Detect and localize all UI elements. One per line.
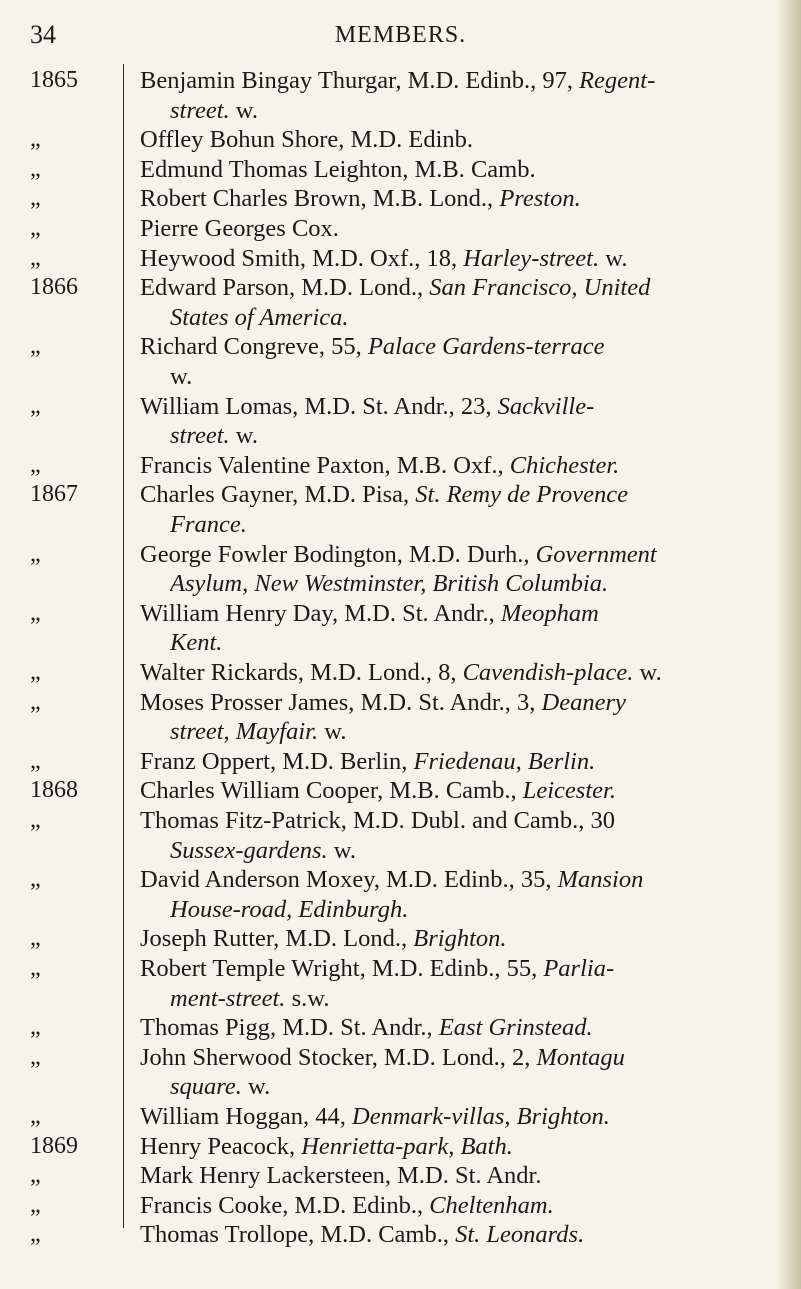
member-entry-line [0, 774, 801, 807]
member-details [140, 656, 780, 689]
member-entry-line [0, 478, 801, 511]
member-entry-line [0, 242, 801, 275]
election-year: „ [30, 185, 41, 212]
member-details [140, 597, 780, 630]
member-text: Charles Gayner, M.D. Pisa, [140, 481, 416, 509]
address-italic: Denmark-villas, Brighton. [352, 1103, 610, 1130]
address-italic: square. [170, 1073, 242, 1101]
address-italic: Cavendish-place. [462, 659, 634, 686]
member-details [170, 360, 780, 393]
member-text: Benjamin Bingay Thurgar, M.D. Edinb., 97, [140, 67, 580, 94]
address-italic: San Francisco, United [429, 274, 651, 302]
member-details [170, 715, 780, 748]
election-year: „ [30, 599, 41, 626]
member-details [140, 1041, 780, 1074]
running-head: MEMBERS. [334, 22, 467, 48]
member-text: Edward Parson, M.D. Lond., [140, 274, 430, 302]
member-entry-line [0, 153, 801, 186]
election-year: „ [30, 955, 41, 981]
address-italic: Henrietta-park, Bath. [301, 1132, 513, 1160]
member-details [140, 1159, 780, 1192]
address-italic: France. [170, 511, 247, 538]
entry-continuation-line [0, 982, 801, 1015]
member-entry-line [0, 182, 801, 215]
election-year: „ [30, 1043, 41, 1070]
election-year: 1869 [30, 1132, 78, 1159]
member-entry-line [0, 271, 801, 304]
member-text: Thomas Fitz-Patrick, M.D. Dubl. and Camb., 30 [140, 807, 615, 834]
member-text: William Lomas, M.D. St. Andr., 23, [140, 392, 498, 420]
address-italic: Deanery [541, 688, 626, 716]
address-italic: Preston. [499, 185, 581, 213]
member-text: s.w. [285, 984, 330, 1012]
address-italic: Brighton. [413, 925, 507, 953]
member-details [140, 330, 780, 363]
member-text: w. [229, 96, 259, 124]
member-details [140, 1100, 780, 1133]
member-text: w. [318, 718, 347, 746]
member-text: David Anderson Moxey, M.D. Edinb., 35, [140, 866, 558, 894]
election-year: „ [30, 866, 41, 893]
page-number: 34 [30, 20, 56, 49]
member-entry-line [0, 1130, 801, 1163]
member-details [170, 419, 780, 452]
address-italic: Leicester. [522, 777, 616, 805]
address-italic: St. Leonards. [455, 1221, 585, 1249]
member-text: Francis Cooke, M.D. Edinb., [140, 1191, 430, 1219]
member-details [140, 390, 780, 423]
member-entry-line [0, 863, 801, 896]
member-text: Henry Peacock, [140, 1132, 302, 1160]
member-text: Robert Charles Brown, M.B. Lond., [140, 185, 500, 213]
address-italic: Regent- [579, 67, 656, 94]
member-details [170, 94, 780, 127]
election-year: „ [30, 688, 41, 715]
member-details [170, 301, 780, 334]
address-italic: ment-street. [170, 984, 286, 1012]
member-entry-line [0, 123, 801, 156]
member-text: w. [229, 422, 259, 450]
address-italic: Cheltenham. [429, 1191, 554, 1219]
member-text: Robert Temple Wright, M.D. Edinb., 55, [140, 955, 544, 982]
election-year: „ [30, 126, 41, 153]
member-details [140, 1189, 780, 1222]
member-text: w. [633, 659, 662, 686]
member-text: Edmund Thomas Leighton, M.B. Camb. [140, 155, 536, 183]
entry-continuation-line [0, 626, 801, 659]
election-year: „ [30, 659, 41, 685]
address-italic: street. [170, 96, 230, 124]
member-details [170, 626, 780, 659]
member-entry-line [0, 804, 801, 837]
election-year: „ [30, 155, 41, 182]
entry-continuation-line [0, 508, 801, 541]
member-details [140, 1130, 780, 1163]
member-details [170, 834, 780, 867]
address-italic: States of America. [170, 303, 349, 331]
member-entry-line [0, 64, 801, 97]
member-text: George Fowler Bodington, M.D. Durh., [140, 540, 536, 568]
entry-continuation-line [0, 834, 801, 867]
election-year: 1866 [30, 274, 78, 301]
election-year: „ [30, 540, 41, 567]
member-entry-line [0, 686, 801, 719]
member-entry-line [0, 212, 801, 245]
election-year: „ [30, 451, 41, 478]
address-italic: Palace Gardens-terrace [367, 333, 605, 361]
member-text: Thomas Pigg, M.D. St. Andr., [140, 1014, 439, 1042]
member-entry-line [0, 1159, 801, 1192]
election-year: „ [30, 392, 41, 419]
member-text: Pierre Georges Cox. [140, 215, 339, 242]
member-details [140, 686, 780, 719]
member-entry-line [0, 745, 801, 778]
election-year: „ [30, 244, 41, 271]
member-details [140, 242, 780, 275]
entry-continuation-line [0, 94, 801, 127]
entry-continuation-line [0, 301, 801, 334]
member-details [140, 804, 780, 837]
member-text: Charles William Cooper, M.B. Camb., [140, 777, 523, 805]
election-year: 1868 [30, 777, 78, 804]
address-italic: St. Remy de Provence [415, 481, 628, 509]
address-italic: Mansion [557, 866, 644, 894]
member-text: William Hoggan, 44, [140, 1103, 352, 1130]
member-text: John Sherwood Stocker, M.D. Lond., 2, [140, 1043, 537, 1071]
member-entry-line [0, 1011, 801, 1044]
member-details [140, 123, 780, 156]
address-italic: Parlia- [543, 955, 615, 982]
member-entry-line [0, 1041, 801, 1074]
member-entry-line [0, 1218, 801, 1251]
member-text: Moses Prosser James, M.D. St. Andr., 3, [140, 688, 542, 716]
member-text: w. [599, 244, 628, 272]
member-text: w. [170, 363, 193, 390]
member-details [170, 567, 780, 600]
election-year: „ [30, 1103, 41, 1129]
member-details [140, 271, 780, 304]
member-text: Franz Oppert, M.D. Berlin, [140, 747, 414, 775]
address-italic: East Grinstead. [438, 1014, 593, 1042]
member-text: Joseph Rutter, M.D. Lond., [140, 925, 414, 953]
address-italic: Sackville- [497, 392, 595, 420]
address-italic: Asylum, New Westminster, British Columbia. [170, 570, 609, 598]
entry-continuation-line [0, 360, 801, 393]
member-details [140, 449, 780, 482]
member-entry-line [0, 330, 801, 363]
member-text: Thomas Trollope, M.D. Camb., [140, 1221, 456, 1249]
entry-continuation-line [0, 715, 801, 748]
address-italic: Montagu [536, 1043, 625, 1071]
address-italic: Kent. [170, 629, 223, 657]
address-italic: Government [535, 540, 657, 568]
member-details [140, 922, 780, 955]
entry-continuation-line [0, 567, 801, 600]
entry-continuation-line [0, 893, 801, 926]
member-text: w. [327, 836, 356, 864]
member-details [170, 508, 780, 541]
address-italic: street, Mayfair. [170, 718, 319, 746]
address-italic: Harley-street. [463, 244, 600, 272]
election-year: „ [30, 747, 41, 774]
member-entry-line [0, 1189, 801, 1222]
member-entry-line [0, 538, 801, 571]
member-entry-line [0, 922, 801, 955]
entry-continuation-line [0, 1070, 801, 1103]
address-italic: street. [170, 422, 230, 450]
election-year: „ [30, 1162, 41, 1189]
member-details [140, 212, 780, 245]
member-entry-line [0, 597, 801, 630]
member-text: Mark Henry Lackersteen, M.D. St. Andr. [140, 1162, 542, 1190]
address-italic: Friedenau, Berlin. [413, 747, 596, 775]
election-year: „ [30, 215, 41, 241]
member-details [140, 64, 780, 97]
member-text: Offley Bohun Shore, M.D. Edinb. [140, 126, 473, 154]
entry-continuation-line [0, 419, 801, 452]
member-entry-line [0, 656, 801, 689]
election-year: „ [30, 1221, 41, 1248]
page-edge-shadow [775, 0, 801, 1289]
member-entry-line [0, 390, 801, 423]
member-text: William Henry Day, M.D. St. Andr., [140, 599, 501, 627]
address-italic: Sussex-gardens. [170, 836, 328, 864]
member-text: Walter Rickards, M.D. Lond., 8, [140, 659, 463, 686]
member-details [140, 182, 780, 215]
member-details [140, 478, 780, 511]
member-details [140, 863, 780, 896]
member-text: w. [241, 1073, 271, 1101]
member-entry-line [0, 449, 801, 482]
election-year: 1865 [30, 67, 78, 93]
member-text: Richard Congreve, 55, [140, 333, 368, 361]
address-italic: Meopham [500, 599, 599, 627]
member-details [140, 538, 780, 571]
election-year: 1867 [30, 481, 78, 508]
election-year: „ [30, 1014, 41, 1041]
election-year: „ [30, 925, 41, 952]
member-entry-line [0, 952, 801, 985]
member-text: Heywood Smith, M.D. Oxf., 18, [140, 244, 464, 272]
member-entry-line [0, 1100, 801, 1133]
member-details [140, 1218, 780, 1251]
address-italic: House-road, Edinburgh. [170, 895, 409, 923]
member-details [170, 893, 780, 926]
member-details [170, 982, 780, 1015]
election-year: „ [30, 807, 41, 833]
election-year: „ [30, 1191, 41, 1218]
member-text: Francis Valentine Paxton, M.B. Oxf., [140, 451, 510, 479]
member-details [140, 774, 780, 807]
address-italic: Chichester. [509, 451, 620, 479]
member-details [140, 745, 780, 778]
member-details [170, 1070, 780, 1103]
member-details [140, 153, 780, 186]
election-year: „ [30, 333, 41, 360]
member-details [140, 1011, 780, 1044]
member-details [140, 952, 780, 985]
